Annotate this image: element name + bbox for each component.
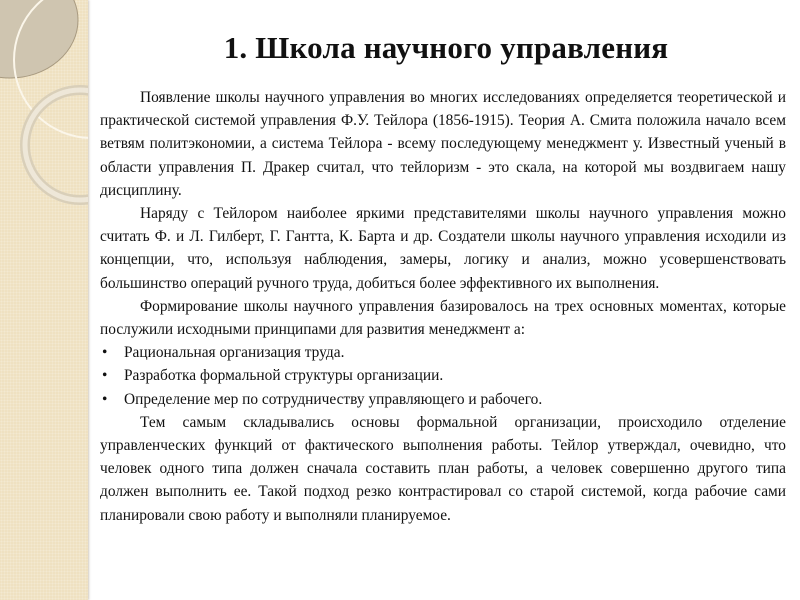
paragraph-4: Тем самым складывались основы формальной организации, происходило отделение управленческих функций от фактического выполнения работы. Тейлор утверждал, очевидно, что человек одного типа должен сначала составить план работы, а человек совершенно другого типа должен выполнить ее. Такой подход резко контрастировал со старой системой, когда рабочие сами планировали свою работу и выполняли планируемое.: [100, 413, 786, 524]
decorative-side-panel: [0, 0, 88, 600]
bullet-icon: •: [102, 367, 108, 385]
list-item: • Определение мер по сотрудничеству управляющего и рабочего.: [100, 388, 786, 411]
paragraph-3: Формирование школы научного управления базировалось на трех основных моментах, которые послужили исходными принципами для развития менеджмент а:: [100, 297, 786, 339]
bullet-icon: •: [102, 390, 108, 408]
paragraph-2: Наряду с Тейлором наиболее яркими представителями школы научного управления можно считать Ф. и Л. Гилберт, Г. Гантта, К. Барта и др. Создатели школы научного управления исходили из концепции, что, используя наблюдения, замеры, логику и анализ, можно усовершенствовать большинство операций ручного труда, добиться более эффективного их выполнения.: [100, 205, 786, 292]
bullet-icon: •: [102, 344, 108, 362]
slide-title: 1. Школа научного управления: [223, 30, 669, 65]
decorative-circles-icon: [0, 0, 88, 600]
list-item: • Разработка формальной структуры организации.: [100, 364, 786, 387]
principles-list: [100, 341, 786, 411]
list-item: • Рациональная организация труда.: [100, 341, 786, 364]
slide-body: [100, 86, 786, 527]
paragraph-1: Появление школы научного управления во многих исследованиях определяется теоретической и практической системой управления Ф.У. Тейлора (1856-1915). Теория А. Смита положила начало всем ветвям политэкономии, а система Тейлора - всему последующему менеджмент у. Известный ученый в области управления П. Дракер считал, что тейлоризм - это скала, на которой мы воздвигаем нашу дисциплину.: [100, 89, 786, 199]
